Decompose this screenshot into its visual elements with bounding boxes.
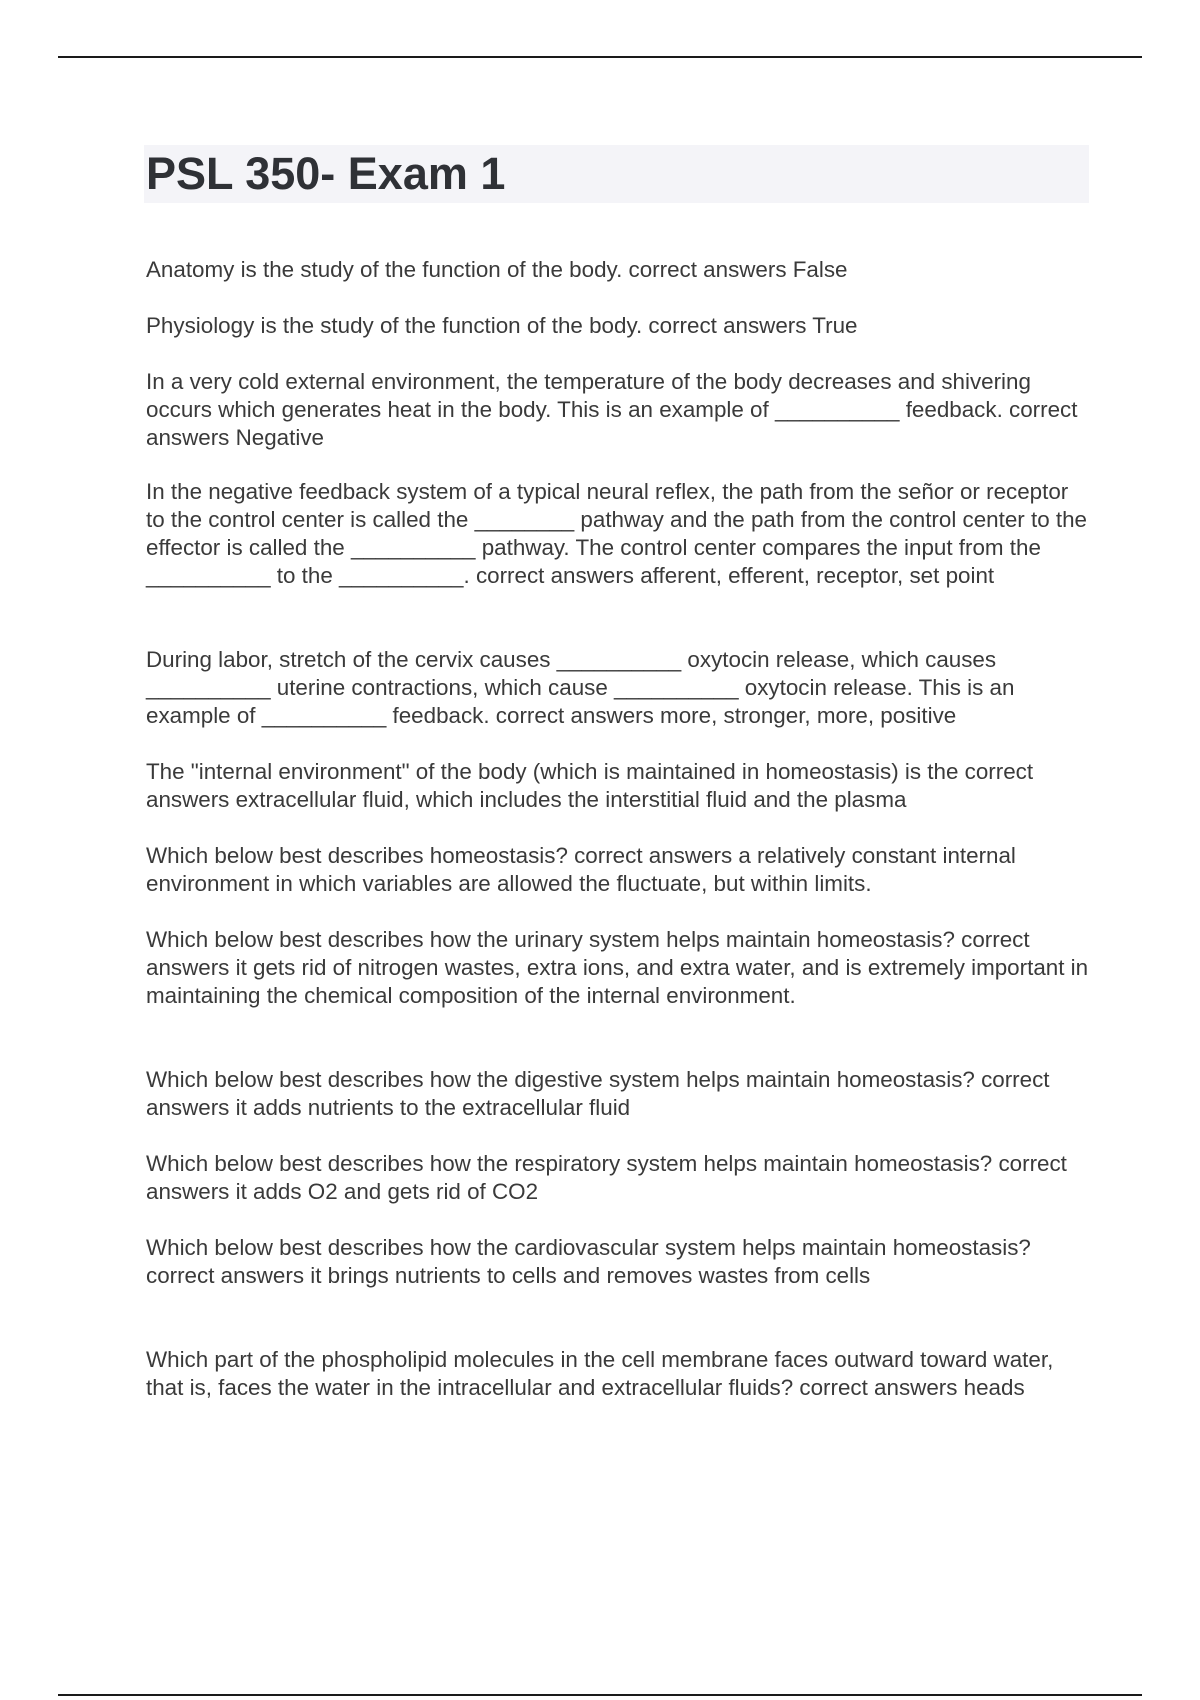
qa-item-8: Which below best describes how the urinary system helps maintain homeostasis? correct answers it gets rid of nitrogen wastes, extra ions, and extra water, and is extremely important in maintaining the chemical composition of the internal environment. bbox=[146, 927, 1089, 1008]
qa-item-1: Anatomy is the study of the function of the body. correct answers False bbox=[146, 257, 848, 282]
bottom-rule bbox=[58, 1694, 1142, 1696]
qa-item-12: Which part of the phospholipid molecules in the cell membrane faces outward toward water, that is, faces the water in the intracellular and extracellular fluids? correct answers heads bbox=[146, 1347, 1054, 1400]
qa-item-9: Which below best describes how the digestive system helps maintain homeostasis? correct answers it adds nutrients to the extracellular fluid bbox=[146, 1067, 1050, 1120]
qa-item-11: Which below best describes how the cardiovascular system helps maintain homeostasis? correct answers it brings nutrients to cells and removes wastes from cells bbox=[146, 1235, 1031, 1288]
qa-item-5: During labor, stretch of the cervix causes __________ oxytocin release, which causes __________ uterine contractions, which cause __________ oxytocin release. This is an example of __________ feedback. correct answers more, stronger, more, positive bbox=[146, 647, 1015, 728]
qa-item-7: Which below best describes homeostasis? correct answers a relatively constant internal environment in which variables are allowed the fluctuate, but within limits. bbox=[146, 843, 1016, 896]
qa-item-3: In a very cold external environment, the temperature of the body decreases and shivering occurs which generates heat in the body. This is an example of __________ feedback. correct answers Negative bbox=[146, 369, 1078, 450]
qa-item-6: The "internal environment" of the body (which is maintained in homeostasis) is the correct answers extracellular fluid, which includes the interstitial fluid and the plasma bbox=[146, 759, 1034, 812]
top-rule bbox=[58, 56, 1142, 58]
qa-item-2: Physiology is the study of the function of the body. correct answers True bbox=[146, 313, 858, 338]
page-title: PSL 350- Exam 1 bbox=[146, 148, 506, 199]
qa-item-10: Which below best describes how the respiratory system helps maintain homeostasis? correct answers it adds O2 and gets rid of CO2 bbox=[146, 1151, 1067, 1204]
qa-item-4: In the negative feedback system of a typical neural reflex, the path from the señor or receptor to the control center is called the ________ pathway and the path from the control center to the effector is called the __________ pathway. The control center compares the input from the __________ to the __________. correct answers afferent, efferent, receptor, set point bbox=[146, 479, 1088, 588]
